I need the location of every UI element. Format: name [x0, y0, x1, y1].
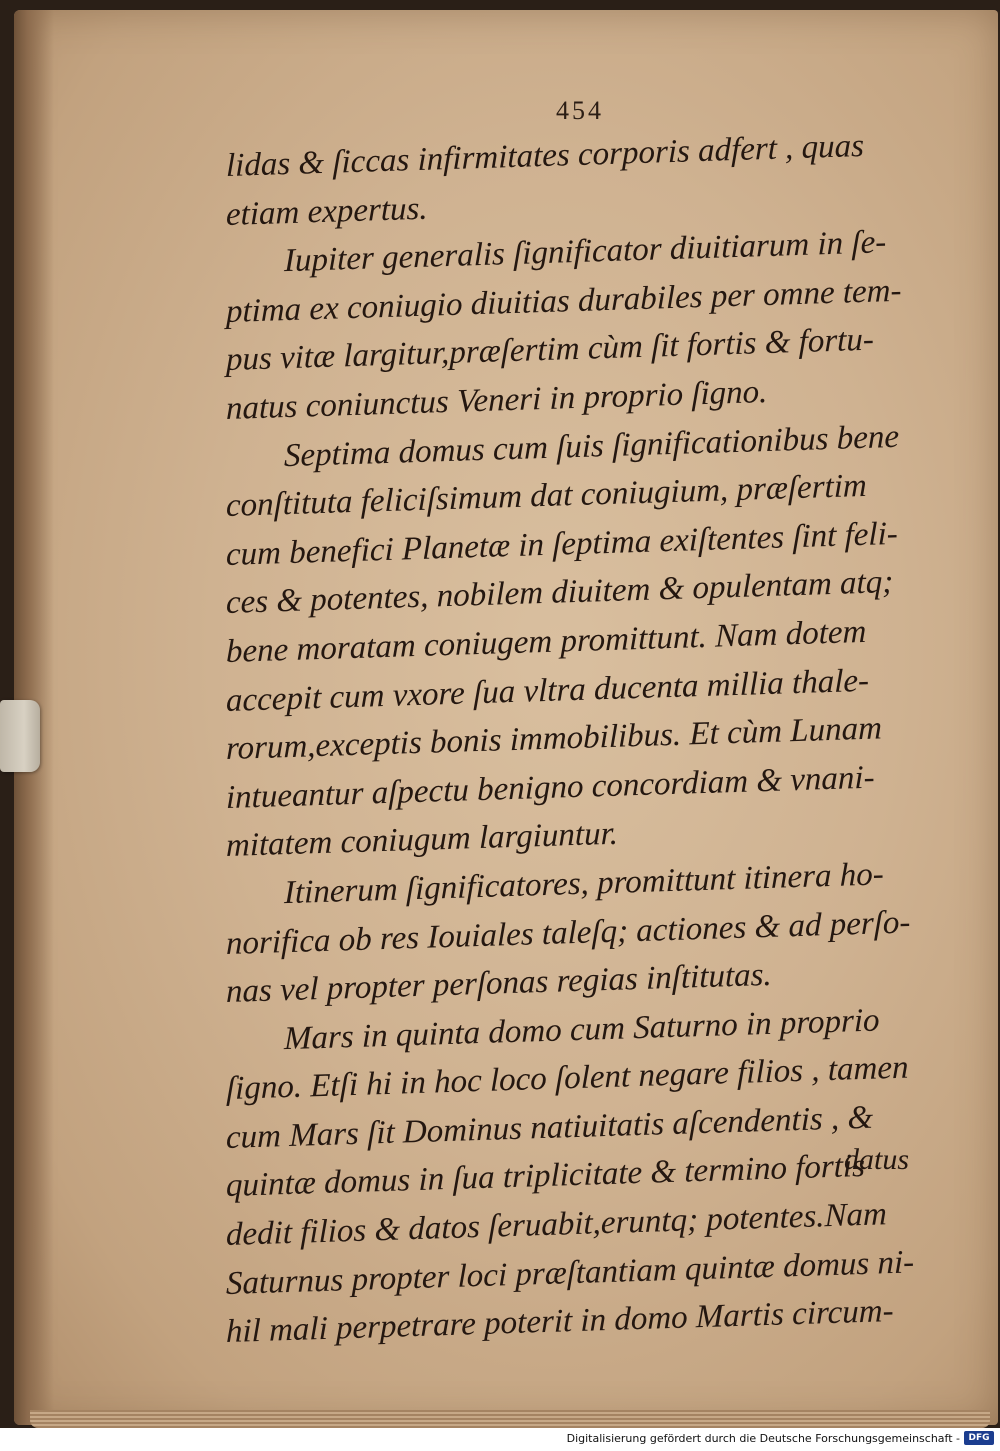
text-line: norifica ob res Iouiales taleſq; actiones & ad perſo-	[226, 903, 911, 962]
text-line: Iupiter generalis ſignificator diuitiarum in ſe-	[284, 224, 887, 280]
body-text	[226, 127, 938, 1357]
text-line: dedit filios & datos ſeruabit,eruntq; potentes.Nam	[226, 1196, 887, 1254]
text-line: etiam expertus.	[226, 190, 428, 233]
text-line: lidas & ſiccas infirmitates corporis adfert , quas	[226, 127, 865, 184]
text-line: pus vitæ largitur,præſertim cùm ſit fortis & fortu-	[226, 322, 874, 379]
text-line: quintæ domus in ſua triplicitate & termino fortis	[226, 1148, 865, 1205]
text-line: Septima domus cum ſuis ſignificationibus bene	[284, 418, 900, 474]
text-line: mitatem coniugum largiuntur.	[226, 815, 619, 865]
dfg-logo: DFG	[964, 1431, 994, 1445]
text-line: Mars in quinta domo cum Saturno in proprio	[284, 1002, 880, 1057]
catchword: datus	[844, 1143, 910, 1176]
digitization-credit: Digitalisierung gefördert durch die Deutsche Forschungsgemeinschaft -	[566, 1432, 960, 1445]
text-line: rorum,exceptis bonis immobilibus. Et cùm Lunam	[226, 710, 882, 768]
bookmark-tab	[0, 700, 40, 772]
text-line: conſtituta feliciſsimum dat coniugium, præſertim	[226, 468, 867, 525]
text-line: ſigno. Etſi hi in hoc loco ſolent negare filios , tamen	[226, 1049, 909, 1108]
text-line: bene moratam coniugem promittunt. Nam dotem	[226, 613, 867, 670]
text-line: Itinerum ſignificatores, promittunt itinera ho-	[284, 856, 884, 912]
text-line: hil mali perpetrare poterit in domo Martis circum-	[226, 1293, 894, 1351]
text-line: intueantur aſpectu benigno concordiam & vnani-	[226, 759, 875, 816]
text-line: nas vel propter perſonas regias inſtitutas.	[226, 956, 772, 1011]
text-line: natus coniunctus Veneri in proprio ſigno.	[226, 373, 768, 427]
page-number: 454	[556, 96, 604, 125]
text-line: accepit cum vxore ſua vltra ducenta millia thale-	[226, 662, 870, 719]
text-line: ptima ex coniugio diuitias durabiles per omne tem-	[226, 272, 902, 330]
text-line: cum Mars ſit Dominus natiuitatis aſcendentis , &	[226, 1099, 874, 1156]
text-line: ces & potentes, nobilem diuitem & opulentam atq;	[226, 564, 894, 622]
page-edges	[30, 1410, 990, 1428]
text-line: cum benefici Planetæ in ſeptima exiſtentes ſint feli-	[226, 515, 898, 573]
text-line: Saturnus propter loci præſtantiam quintæ domus ni-	[226, 1244, 915, 1302]
